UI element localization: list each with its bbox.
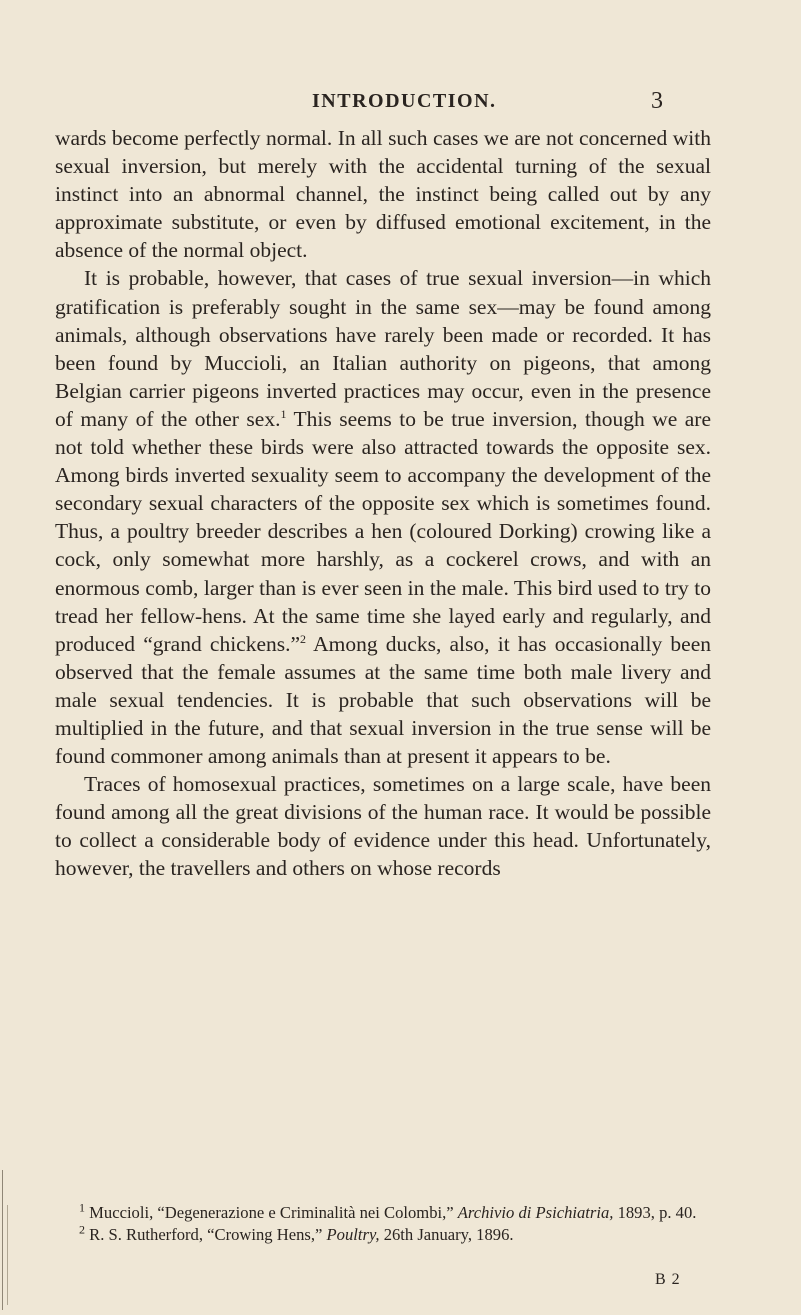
signature-mark: B 2 xyxy=(655,1271,681,1288)
paragraph xyxy=(55,264,711,770)
footnote-journal: Poultry, xyxy=(326,1225,380,1244)
page-number: 3 xyxy=(651,88,663,114)
paragraph-text: Among ducks, also, it has occasionally been observed that the female assumes at the same time both male livery and male sexual tendencies. It is probable that such observations will be multiplied in the future, and that sexual inversion in the true sense will be found commoner among animals than at present it appears to be. xyxy=(55,631,711,769)
binding-edge xyxy=(2,1170,3,1310)
binding-edge xyxy=(7,1205,8,1305)
footnote xyxy=(55,1202,711,1224)
paragraph: Traces of homosexual practices, sometimes on a large scale, have been found among all the great divisions of the human race. It would be possible to collect a considerable body of evidence under this head. Unfortunately, however, the travellers and others on whose records xyxy=(55,772,711,881)
footnote-text: R. S. Rutherford, “Crowing Hens,” xyxy=(89,1225,323,1244)
paragraph-text: It is probable, however, that cases of true sexual inversion—in which gratification is preferably sought in the same sex—may be found among animals, although observations have rarely been made or recorded. It has been found by Muccioli, an Italian authority on pigeons, that among Belgian carrier pigeons inverted practices may occur, even in the presence of many of the other sex. xyxy=(55,266,711,431)
footnote-tail: 26th January, 1896. xyxy=(383,1225,514,1244)
footnote-ref: 1 xyxy=(280,406,287,421)
footnote-text: Muccioli, “Degenerazione e Criminalità nei Colombi,” xyxy=(89,1203,454,1222)
footnote-journal: Archivio di Psichiatria, xyxy=(457,1203,614,1222)
footnote-tail: 1893, p. 40. xyxy=(617,1203,697,1222)
paragraph: wards become perfectly normal. In all such cases we are not concerned with sexual inversion, but merely with the accidental turning of the sexual instinct into an abnormal channel, the instinct being called out by any approximate substitute, or even by diffused emotional excitement, in the absence of the normal object. xyxy=(55,126,711,263)
footnotes xyxy=(55,1202,711,1246)
body-text xyxy=(55,124,711,883)
footnote-mark: 2 xyxy=(79,1222,85,1237)
paragraph-text: This seems to be true inversion, though we are not told whether these birds were also attracted towards the opposite sex. Among birds inverted sexuality seem to accompany the development of the secondary sexual characters of the opposite sex which is sometimes found. Thus, a poultry breeder describes a hen (coloured Dorking) crowing like a cock, only somewhat more harshly, as a cockerel crows, and with an enormous comb, larger than is ever seen in the male. This bird used to try to tread her fellow-hens. At the same time she layed early and regularly, and produced “grand chickens.” xyxy=(55,406,711,656)
footnote-mark: 1 xyxy=(79,1200,85,1215)
running-header xyxy=(0,88,801,120)
header-title: INTRODUCTION. xyxy=(312,90,497,112)
footnote-ref: 2 xyxy=(300,631,307,646)
footnote xyxy=(55,1224,711,1246)
